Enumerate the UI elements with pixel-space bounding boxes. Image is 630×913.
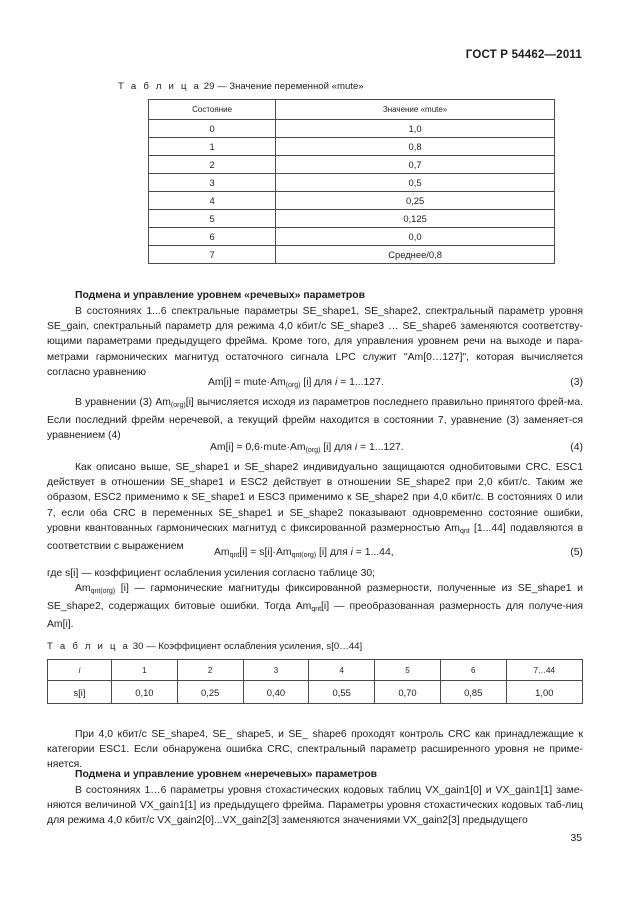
p3-subscript: qnt bbox=[459, 527, 470, 535]
eq4-part: Am[i] = 0,6·mute·Am bbox=[210, 442, 306, 453]
table30-header-cell bbox=[48, 660, 112, 681]
paragraph-eq3-explanation bbox=[47, 395, 583, 444]
equation-4 bbox=[210, 442, 404, 454]
table29-caption bbox=[118, 81, 364, 92]
table-row bbox=[149, 192, 555, 210]
eq5-part: [i] = s[i]·Am bbox=[239, 547, 292, 558]
table30-value-cell: s[i] bbox=[48, 681, 112, 704]
table29-cell: 5 bbox=[149, 210, 276, 228]
table29-cell: 4 bbox=[149, 192, 276, 210]
equation-5-number: (5) bbox=[570, 547, 583, 558]
where-clause-s: где s[i] — коэффициент ослабления усиления согласно таблице 30; bbox=[47, 568, 376, 579]
eq5-subscript: qnt bbox=[229, 552, 240, 559]
equation-3-number: (3) bbox=[570, 377, 583, 388]
where2-text: [i] — гармонические магнитуды фиксированной размерности, полученные из SE_shape1 и SE_shape2, содержащих битовые ошибки. Тогда Am bbox=[47, 583, 583, 613]
page-number: 35 bbox=[570, 833, 582, 844]
standard-code: ГОСТ Р 54462—2011 bbox=[465, 49, 582, 61]
table29-cell: 6 bbox=[149, 228, 276, 246]
table-row bbox=[149, 210, 555, 228]
table30-value-cell: 0,70 bbox=[375, 681, 441, 704]
table-row bbox=[149, 228, 555, 246]
where2-text: [i] — преобразованная размерность для получе-ния Am[i]. bbox=[47, 601, 583, 631]
section-heading-speech: Подмена и управление уровнем «речевых» параметров bbox=[75, 290, 366, 301]
table30-value-row bbox=[48, 681, 583, 704]
table29-cell: 0,5 bbox=[276, 174, 555, 192]
p3-text: Как описано выше, SE_shape1 и SE_shape2 индивидуально защищаются однобитовыми CRC. ESC1 действует в отношении SE_shape1 и ESC2 действует в отношении SE_shape2 при 2,0 кбит/с. Таким же образом, ESC2 применимо к SE_shape1 и ESC3 применимо к SE_shape2 при 4,0 кбит/с. В состояниях 0 или 7, если оба CRC в переменных SE_shape1 и SE_shape2 показывают одновременно состояние ошибки, уровни квантованных гармонических магнитуд с фиксированной размерностью Am bbox=[47, 462, 583, 534]
eq4-subscript: (org) bbox=[305, 447, 321, 454]
table29-cell: 0,25 bbox=[276, 192, 555, 210]
p3-text: [1...44] подавляются в соответствии с выражением bbox=[47, 522, 583, 553]
eq5-part: [i] для bbox=[316, 547, 351, 558]
table29-cell: 0,125 bbox=[276, 210, 555, 228]
table-row bbox=[149, 120, 555, 138]
where2-subscript: qnt(org) bbox=[90, 588, 116, 595]
table29-header-row bbox=[149, 100, 555, 120]
eq4-part: [i] для bbox=[320, 442, 355, 453]
equation-5 bbox=[214, 547, 394, 559]
table30-value-cell: 0,85 bbox=[440, 681, 506, 704]
table-row bbox=[149, 174, 555, 192]
table29 bbox=[148, 99, 555, 264]
eq3-part: = 1...127. bbox=[337, 377, 384, 388]
table29-caption-text: 29 — Значение переменной «mute» bbox=[201, 81, 364, 92]
table29-caption-word: Т а б л и ц а bbox=[118, 81, 202, 92]
table30-header-cell: 2 bbox=[177, 660, 243, 681]
table-row bbox=[149, 138, 555, 156]
eq3-subscript: (org) bbox=[285, 382, 301, 389]
eq3-part: [i] для bbox=[300, 377, 335, 388]
table30-header-cell: 3 bbox=[243, 660, 309, 681]
where2-text: Am bbox=[75, 583, 91, 594]
eq4-var: i bbox=[354, 442, 358, 453]
table29-header-mute: Значение «mute» bbox=[276, 100, 555, 120]
table30-header-i: i bbox=[78, 665, 81, 675]
p2-text: [i] вычисляется исходя из параметров последнего правильно принятого фрей-ма. Если последний фрейм неречевой, а текущий фрейм находится в состоянии 7, уравнение (3) заменяет-ся уравнением (4) bbox=[47, 397, 583, 442]
eq4-part: = 1...127. bbox=[357, 442, 404, 453]
table29-cell: 0 bbox=[149, 120, 276, 138]
table30-header-cell: 6 bbox=[440, 660, 506, 681]
table29-cell: 0,7 bbox=[276, 156, 555, 174]
eq5-part: Am bbox=[214, 547, 230, 558]
eq5-subscript: qnt(org) bbox=[291, 552, 317, 559]
table29-cell: 0,8 bbox=[276, 138, 555, 156]
table30-caption-text: 30 — Коэффициент ослабления усиления, s[0…44] bbox=[130, 641, 363, 652]
table30-value-cell: 1,00 bbox=[506, 681, 582, 704]
equation-4-number: (4) bbox=[570, 442, 583, 453]
table29-cell: 0,0 bbox=[276, 228, 555, 246]
table30 bbox=[47, 659, 583, 704]
eq3-part: Am[i] = mute·Am bbox=[208, 377, 286, 388]
table30-value-cell: 0,10 bbox=[112, 681, 178, 704]
equation-3 bbox=[208, 377, 384, 389]
table29-cell: 7 bbox=[149, 246, 276, 264]
table29-cell: 1,0 bbox=[276, 120, 555, 138]
table30-value-cell: 0,25 bbox=[177, 681, 243, 704]
table29-cell: 2 bbox=[149, 156, 276, 174]
paragraph-speech-substitution: В состояниях 1...6 спектральные параметры SE_shape1, SE_shape2, спектральный параметр уровня SE_gain, спектральный параметр для режима 4,0 кбит/с SE_shape3 … SE_shape6 заменяются соответству-ющими параметрами предыдущего фрейма. Кроме того, для управления уровнем речи на выходе и пара-метрами гармонических магнитуд остаточного сигнала LPC служит "Am[0…127]", которая вычисляется согласно уравнению bbox=[47, 306, 583, 378]
table30-value-cell: 0,40 bbox=[243, 681, 309, 704]
eq5-part: = 1...44, bbox=[352, 547, 394, 558]
table30-header-cell: 5 bbox=[375, 660, 441, 681]
table30-caption bbox=[47, 641, 362, 652]
table30-header-cell: 7…44 bbox=[506, 660, 582, 681]
eq5-var: i bbox=[350, 547, 353, 558]
table30-caption-word: Т а б л и ц а bbox=[47, 641, 131, 652]
table29-cell: 1 bbox=[149, 138, 276, 156]
table30-header-cell: 4 bbox=[309, 660, 375, 681]
paragraph-crc-esc1: При 4,0 кбит/с SE_shape4, SE_ shape5, и SE_ shape6 проходят контроль CRC как принадлежащие к категории ESC1. Если обнаружена ошибка CRC, спектральный параметр расширенного уровня не приме-няется. bbox=[47, 729, 583, 771]
table30-header-row bbox=[48, 660, 583, 681]
table29-header-state: Состояние bbox=[149, 100, 276, 120]
eq3-var: i bbox=[334, 377, 338, 388]
paragraph-nonspeech-substitution: В состояниях 1…6 параметры уровня стохастических кодовых таблиц VX_gain1[0] и VX_gain1[1] заме-няются величиной VX_gain1[1] из предыдущего фрейма. Параметры уровня стохастических кодовых таб-лиц для режима 4,0 кбит/с VX_gain2[0]...VX_gain2[3] заменяются значениями VX_gain2[3] предыдущего bbox=[47, 785, 583, 827]
p2-subscript: (org) bbox=[170, 402, 186, 409]
p2-text: В уравнении (3) Am bbox=[75, 397, 171, 408]
paragraph-crc-protection bbox=[47, 460, 583, 554]
table30-header-cell: 1 bbox=[112, 660, 178, 681]
table29-cell: 3 bbox=[149, 174, 276, 192]
table-row bbox=[149, 246, 555, 264]
section-heading-nonspeech: Подмена и управление уровнем «неречевых» параметров bbox=[75, 769, 378, 780]
table-row bbox=[149, 156, 555, 174]
table29-cell: Среднее/0,8 bbox=[276, 246, 555, 264]
where-clause-am bbox=[47, 581, 583, 633]
table30-value-cell: 0,55 bbox=[309, 681, 375, 704]
where2-subscript: qnt bbox=[311, 606, 322, 614]
